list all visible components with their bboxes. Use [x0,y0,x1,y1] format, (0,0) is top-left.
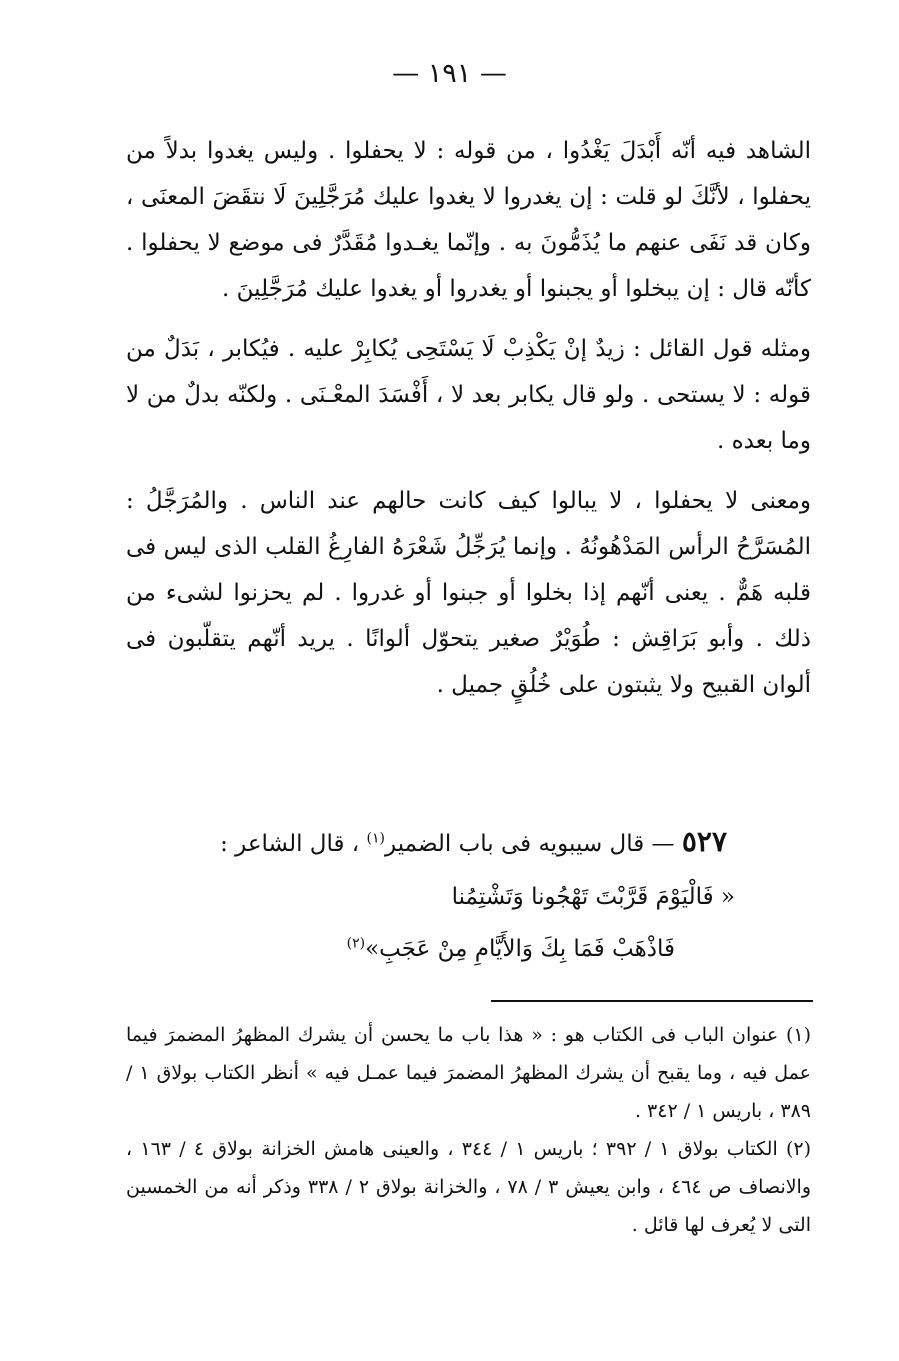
page-number: — ١٩١ — [392,58,507,89]
paragraph-3: ومعنى لا يحفلوا ، لا يبالوا كيف كانت حالهم عند الناس . والمُرَجَّلُ : المُسَرَّحُ الرأس المَدْهُونُهُ . وإنما يُرَجِّلُ شَعْرَهُ الفارِغُ القلب الذى ليس فى قلبه هَمٌّ . يعنى أنّهم إذا بخلوا أو جبنوا أو غدروا . لم يحزنوا لشىء من ذلك . وأبو بَرَاقِش : طُوَيْرٌ صغير يتحوّل ألوانًا . يريد أنّهم يتقلّبون فى ألوان القبيح ولا يثبتون على خُلُقٍ جميل . [126,488,811,698]
entry-text-after: ، قال الشاعر : [220,831,367,857]
entry-number: ٥٢٧ [681,825,727,858]
verse-line-2: فَاذْهَبْ فَمَا بِكَ وَالأَيَّامِ مِنْ عَجَبِ» [365,936,675,962]
footnote-1: (١) عنوان الباب فى الكتاب هو : « هذا باب ما يحسن أن يشرك المظهرُ المضمرَ فيما عمل فيه ، وما يقبح أن يشرك المظهرُ المضمرَ فيما عمـل فيه » أنظر الكتاب بولاق ١ / ٣٨٩ ، باريس ١ / ٣٤٢ . [126,1024,811,1122]
footnotes [126,1016,811,1244]
footnote-2: (٢) الكتاب بولاق ١ / ٣٩٢ ؛ باريس ١ / ٣٤٤ ، والعينى هامش الخزانة بولاق ٤ / ١٦٣ ، والانصاف ص ٤٦٤ ، وابن يعيش ٣ / ٧٨ ، والخزانة بولاق ٢ / ٣٣٨ وذكر أنه من الخمسين التى لا يُعرف لها قائل . [126,1138,812,1236]
main-text [126,128,811,708]
paragraph-1: الشاهد فيه أنّه أَبْدَلَ يَغْدُوا ، من قوله : لا يحفلوا . وليس يغدوا بدلاً من يحفلوا ، لأنَّكَ لو قلت : إن يغدروا لا يغدوا عليك مُرَجَّلِينَ لَا نتقَضَ المعنَى ، وكان قد نَفَى عنهم ما يُذَمُّونَ به . وإنّما يغـدوا مُقَدَّرٌ فى موضع لا يحفلوا . كأنّه قال : إن يبخلوا أو يجبنوا أو يغدروا أو يغدوا عليك مُرَجَّلِينَ . [126,138,811,302]
verse-line-2-wrap [347,936,675,962]
footnote-ref-1: (١) [366,830,386,847]
verse-line-1: « فَالْيَوْمَ قَرَّبْتَ تَهْجُونا وَتَشْتِمُنا [451,884,735,910]
entry-heading [167,822,727,864]
footnote-ref-2: (٢) [346,935,366,952]
footnote-divider [491,1000,813,1002]
entry-text: — قال سيبويه فى باب الضمير [385,831,675,857]
paragraph-2: ومثله قول القائل : زيدٌ إنْ يَكْذِبْ لَا يَسْتَحِى يُكابِرْ عليه . فيُكابر ، بَدَلٌ من قوله : لا يستحى . ولو قال يكابر بعد لا ، أَفْسَدَ المعْـنَى . ولكنّه بدلٌ من لا وما بعده . [126,336,811,454]
